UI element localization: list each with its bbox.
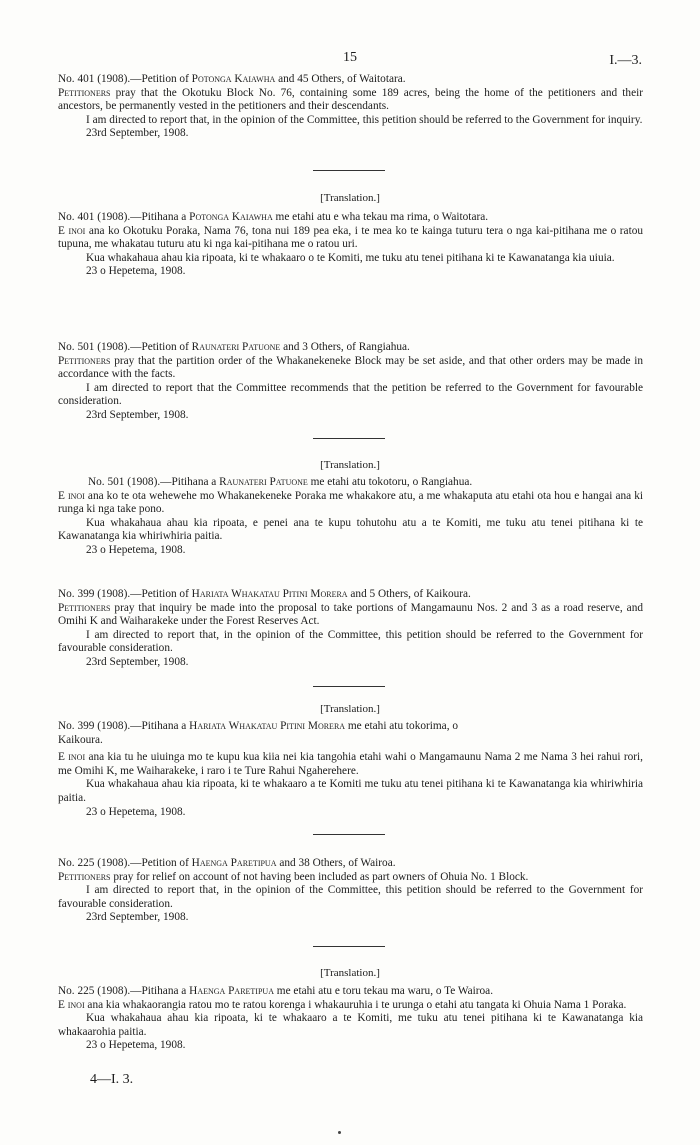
section-divider — [313, 686, 385, 687]
report-date: 23rd September, 1908. — [86, 655, 189, 668]
print-speck — [338, 1131, 341, 1134]
petition-heading: No. 401 (1908).—Petition of Potonga Kaiawha and 45 Others, of Waitotara. — [58, 73, 406, 85]
report-date: 23 o Hepetema, 1908. — [86, 805, 186, 818]
petition-body: E inoi ana kia tu he uiuinga mo te kupu kua kiia nei kia tangohia etahi wahi o Mangamaunu Nama 2 me Nama 3 hei rahui rori, me Omihi K, me Waiharakeke, i raro i te Ture Rahui Ngaherehere. — [58, 751, 643, 777]
report-date: 23rd September, 1908. — [86, 408, 189, 421]
petition-heading: No. 225 (1908).—Pitihana a Haenga Paretipua me etahi atu e toru tekau ma waru, o Te Wairoa. — [58, 985, 494, 997]
report-date: 23 o Hepetema, 1908. — [86, 1039, 186, 1052]
petition-body: E inoi ana ko te ota wehewehe mo Whakanekeneke Poraka me whakakore atu, a me whakaputa atu etahi ota hou e hangai ana ki runga ki nga take pono. — [58, 489, 644, 516]
petition-heading: No. 501 (1908).—Petition of Raunateri Patuone and 3 Others, of Rangiahua. — [58, 341, 410, 353]
petition-225-english — [58, 857, 643, 925]
paper-reference: I.—3. — [609, 53, 642, 68]
section-divider — [313, 170, 385, 171]
petition-heading: No. 501 (1908).—Pitihana a Raunateri Patuone me etahi atu tokotoru, o Rangiahua. — [88, 476, 473, 488]
committee-report: I am directed to report that, in the opinion of the Committee, this petition should be referred to the Government for inquiry. — [86, 113, 643, 126]
translation-label: [Translation.] — [320, 459, 380, 471]
petition-heading: No. 399 (1908).—Pitihana a Hariata Whakatau Pitini Morera me etahi atu tokorima, o — [58, 720, 458, 732]
translation-label: [Translation.] — [320, 703, 380, 715]
page-number: 15 — [343, 50, 357, 65]
report-date: 23rd September, 1908. — [86, 911, 189, 924]
committee-report: Kua whakahaua ahau kia ripoata, ki te whakaaro o te Komiti, me tuku atu tenei pitihana ki te Kawanatanga kia uiuia. — [86, 251, 615, 264]
committee-report: I am directed to report that, in the opinion of the Committee, this petition should be referred to the Government for favourable consideration. — [58, 628, 643, 655]
committee-report: Kua whakahaua ahau kia ripoata, ki te whakaaro a te Komiti me tuku atu tenei pitihana ki te Kawanatanga kia whiriwhiria paitia. — [58, 778, 643, 804]
petition-heading: No. 401 (1908).—Pitihana a Potonga Kaiawha me etahi atu e wha tekau ma rima, o Waitotara. — [58, 211, 489, 223]
section-divider — [313, 834, 385, 835]
committee-report: Kua whakahaua ahau kia ripoata, ki te whakaaro a te Komiti, me tuku atu tenei pitihana ki te Kawanatanga kia whakaarohia paitia. — [58, 1012, 643, 1038]
report-date: 23 o Hepetema, 1908. — [86, 265, 186, 278]
signature-mark: 4—I. 3. — [90, 1072, 134, 1087]
petition-401-english — [58, 73, 643, 141]
petition-401-maori — [58, 211, 643, 279]
report-date: 23 o Hepetema, 1908. — [86, 543, 186, 556]
petition-225-maori — [58, 985, 643, 1053]
petition-heading-continued: Kaikoura. — [58, 733, 103, 746]
petition-body: Petitioners pray that the partition order of the Whakanekeneke Block may be set aside, and that other orders may be made in accordance with the facts. — [58, 354, 643, 381]
report-date: 23rd September, 1908. — [86, 127, 189, 140]
petition-501-maori — [58, 476, 643, 558]
committee-report: I am directed to report that, in the opinion of the Committee, this petition should be referred to the Government for favourable consideration. — [58, 884, 643, 910]
petition-body: Petitioners pray for relief on account of not having been included as part owners of Ohuia No. 1 Block. — [58, 870, 529, 883]
translation-label: [Translation.] — [320, 192, 380, 204]
petition-body: E inoi ana kia whakaorangia ratou mo te ratou korenga i whakauruhia i te urunga o etahi atu tangata ki Ohuia Nama 1 Poraka. — [58, 998, 627, 1011]
petition-heading: No. 225 (1908).—Petition of Haenga Paretipua and 38 Others, of Wairoa. — [58, 857, 396, 869]
petition-body: E inoi ana ko Okotuku Poraka, Nama 76, tona nui 189 pea eka, i te mea ko te kainga tuturu tera o nga kai-pitihana me o ratou tupuna, me whakatau tuturu atu ki nga kai-pitihana me o ratou uri. — [58, 224, 644, 251]
section-divider — [313, 946, 385, 947]
petition-399-maori — [58, 720, 643, 819]
section-divider — [313, 438, 385, 439]
petition-body: Petitioners pray that inquiry be made into the proposal to take portions of Mangamaunu Nos. 2 and 3 as a road reserve, and Omihi K and Waiharakeke under the Forest Reserves Act. — [58, 601, 643, 628]
petition-399-english — [58, 588, 643, 670]
committee-report: I am directed to report that the Committee recommends that the petition be referred to the Government for favourable consideration. — [58, 381, 643, 408]
petition-body: Petitioners pray that the Okotuku Block No. 76, containing some 189 acres, being the home of the petitioners and their ancestors, be permanently vested in the petitioners and their descendants. — [58, 86, 643, 113]
committee-report: Kua whakahaua ahau kia ripoata, e penei ana te kupu tohutohu atu a te Komiti, me tuku atu tenei pitihana ki te Kawanatanga kia whiriwhiria paitia. — [58, 516, 643, 543]
petition-501-english — [58, 341, 643, 423]
translation-label: [Translation.] — [320, 967, 380, 979]
petition-heading: No. 399 (1908).—Petition of Hariata Whakatau Pitini Morera and 5 Others, of Kaikoura. — [58, 588, 471, 600]
